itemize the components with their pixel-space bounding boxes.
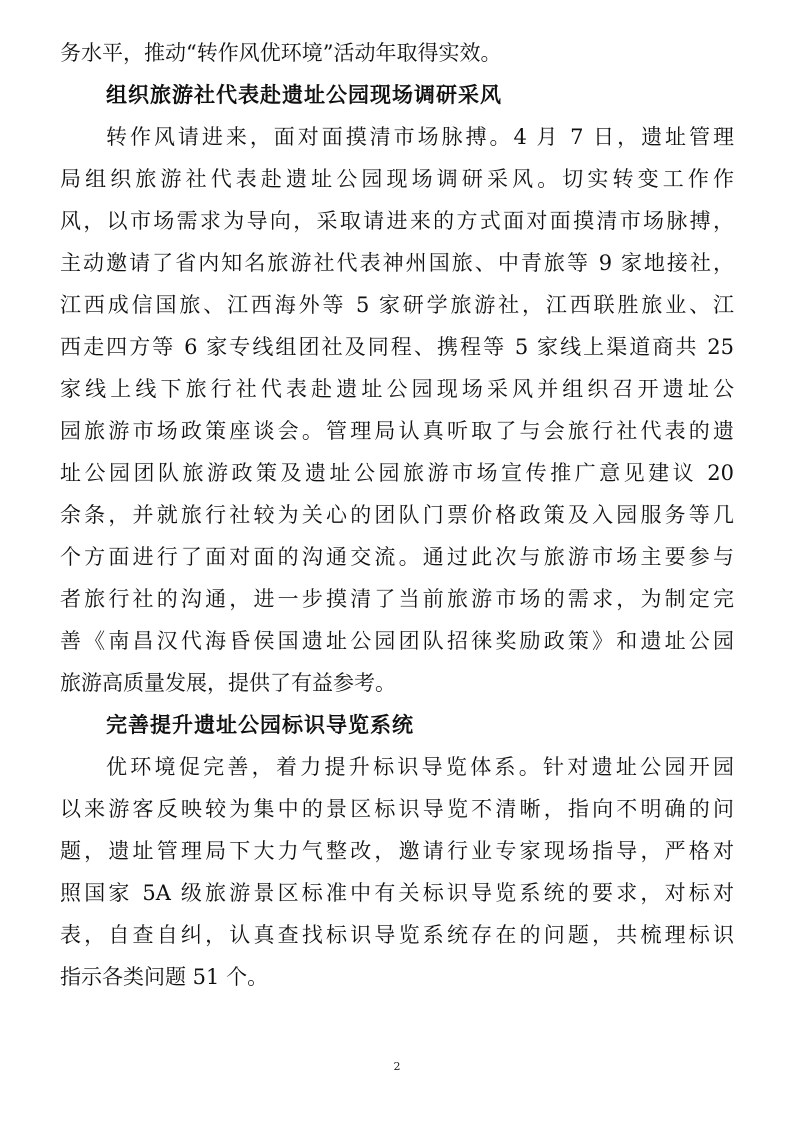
paragraph-line: 善《南昌汉代海昏侯国遗址公园团队招徕奖励政策》和遗址公园 (60, 629, 734, 653)
paragraph-line: 江西成信国旅、江西海外等 5 家研学旅游社，江西联胜旅业、江 (60, 293, 734, 317)
paragraph-line: 个方面进行了面对面的沟通交流。通过此次与旅游市场主要参与 (60, 545, 734, 569)
paragraph-line: 优环境促完善，着力提升标识导览体系。针对遗址公园开园 (106, 755, 734, 779)
section-heading: 完善提升遗址公园标识导览系统 (106, 713, 414, 737)
paragraph-line: 指示各类问题 51 个。 (60, 965, 269, 989)
paragraph-line: 务水平，推动“转作风优环境”活动年取得实效。 (60, 41, 502, 65)
paragraph-line: 风，以市场需求为导向，采取请进来的方式面对面摸清市场脉搏， (60, 209, 734, 233)
paragraph-line: 家线上线下旅行社代表赴遗址公园现场采风并组织召开遗址公 (60, 377, 734, 401)
paragraph-line: 转作风请进来，面对面摸清市场脉搏。4 月 7 日，遗址管理 (106, 125, 734, 149)
paragraph-line: 以来游客反映较为集中的景区标识导览不清晰，指向不明确的问 (60, 797, 734, 821)
paragraph-line: 主动邀请了省内知名旅游社代表神州国旅、中青旅等 9 家地接社， (60, 251, 734, 275)
section-heading: 组织旅游社代表赴遗址公园现场调研采风 (106, 83, 502, 107)
paragraph-line: 题，遗址管理局下大力气整改，邀请行业专家现场指导，严格对 (60, 839, 734, 863)
paragraph-line: 址公园团队旅游政策及遗址公园旅游市场宣传推广意见建议 20 (60, 461, 734, 485)
paragraph-line: 照国家 5A 级旅游景区标准中有关标识导览系统的要求，对标对 (60, 881, 734, 905)
paragraph-line: 园旅游市场政策座谈会。管理局认真听取了与会旅行社代表的遗 (60, 419, 734, 443)
paragraph-line: 旅游高质量发展，提供了有益参考。 (60, 671, 396, 695)
paragraph-line: 余条，并就旅行社较为关心的团队门票价格政策及入园服务等几 (60, 503, 734, 527)
page-number: 2 (393, 1060, 401, 1073)
paragraph-line: 西走四方等 6 家专线组团社及同程、携程等 5 家线上渠道商共 25 (60, 335, 734, 359)
document-page (60, 32, 734, 998)
paragraph-line: 局组织旅游社代表赴遗址公园现场调研采风。切实转变工作作 (60, 167, 734, 191)
paragraph-line: 者旅行社的沟通，进一步摸清了当前旅游市场的需求，为制定完 (60, 587, 734, 611)
paragraph-line: 表，自查自纠，认真查找标识导览系统存在的问题，共梳理标识 (60, 923, 734, 947)
